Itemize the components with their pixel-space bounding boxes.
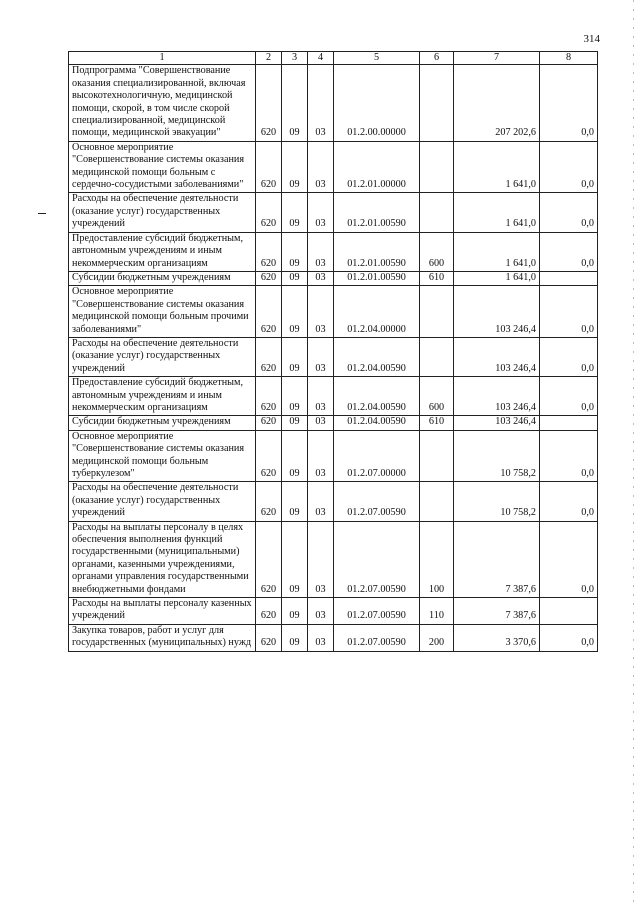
target-article-cell: 01.2.04.00590 [334, 416, 420, 430]
section-code-cell: 09 [282, 416, 308, 430]
row-name-cell: Предоставление субсидий бюджетным, автономным учреждениям и иным некоммерческим организациям [69, 377, 256, 416]
change-amount-cell: 0,0 [540, 232, 598, 271]
row-name-cell: Расходы на обеспечение деятельности (оказание услуг) государственных учреждений [69, 337, 256, 376]
column-header: 4 [308, 52, 334, 65]
amount-cell: 1 641,0 [454, 193, 540, 232]
column-header: 8 [540, 52, 598, 65]
section-code-cell: 09 [282, 430, 308, 482]
change-amount-cell: 0,0 [540, 377, 598, 416]
column-header: 6 [420, 52, 454, 65]
table-row [69, 624, 598, 651]
subsection-code-cell: 03 [308, 65, 334, 141]
amount-cell: 207 202,6 [454, 65, 540, 141]
change-amount-cell: 0,0 [540, 65, 598, 141]
scan-edge-marks [633, 0, 634, 905]
row-name-cell: Предоставление субсидий бюджетным, автономным учреждениям и иным некоммерческим организациям [69, 232, 256, 271]
table-row [69, 286, 598, 338]
header-row [69, 52, 598, 65]
page-number: 314 [583, 33, 600, 45]
row-name-cell: Основное мероприятие "Совершенствование системы оказания медицинской помощи больным с сердечно-сосудистыми заболеваниями" [69, 141, 256, 193]
admin-code-cell: 620 [256, 337, 282, 376]
budget-table [68, 51, 598, 652]
amount-cell: 103 246,4 [454, 377, 540, 416]
target-article-cell: 01.2.01.00590 [334, 271, 420, 285]
subsection-code-cell: 03 [308, 141, 334, 193]
change-amount-cell: 0,0 [540, 141, 598, 193]
subsection-code-cell: 03 [308, 430, 334, 482]
target-article-cell: 01.2.04.00590 [334, 377, 420, 416]
margin-dash [38, 213, 46, 214]
row-name-cell: Расходы на выплаты персоналу в целях обеспечения выполнения функций государственными (муниципальными) органами, казенными учреждениями, органами управления государственными внебюджетными фондами [69, 521, 256, 597]
admin-code-cell: 620 [256, 482, 282, 521]
row-name-cell: Расходы на выплаты персоналу казенных учреждений [69, 598, 256, 625]
section-code-cell: 09 [282, 377, 308, 416]
admin-code-cell: 620 [256, 193, 282, 232]
expense-type-cell: 100 [420, 521, 454, 597]
section-code-cell: 09 [282, 65, 308, 141]
subsection-code-cell: 03 [308, 337, 334, 376]
admin-code-cell: 620 [256, 232, 282, 271]
amount-cell: 103 246,4 [454, 337, 540, 376]
admin-code-cell: 620 [256, 624, 282, 651]
subsection-code-cell: 03 [308, 232, 334, 271]
change-amount-cell: 0,0 [540, 286, 598, 338]
subsection-code-cell: 03 [308, 377, 334, 416]
amount-cell: 1 641,0 [454, 271, 540, 285]
row-name-cell: Субсидии бюджетным учреждениям [69, 271, 256, 285]
column-header: 7 [454, 52, 540, 65]
target-article-cell: 01.2.07.00590 [334, 482, 420, 521]
admin-code-cell: 620 [256, 598, 282, 625]
expense-type-cell: 110 [420, 598, 454, 625]
subsection-code-cell: 03 [308, 598, 334, 625]
amount-cell: 103 246,4 [454, 286, 540, 338]
table-row [69, 598, 598, 625]
column-header: 3 [282, 52, 308, 65]
amount-cell: 3 370,6 [454, 624, 540, 651]
amount-cell: 7 387,6 [454, 521, 540, 597]
change-amount-cell: 0,0 [540, 430, 598, 482]
subsection-code-cell: 03 [308, 521, 334, 597]
subsection-code-cell: 03 [308, 193, 334, 232]
table-row [69, 430, 598, 482]
section-code-cell: 09 [282, 482, 308, 521]
admin-code-cell: 620 [256, 271, 282, 285]
section-code-cell: 09 [282, 521, 308, 597]
target-article-cell: 01.2.01.00590 [334, 232, 420, 271]
amount-cell: 1 641,0 [454, 232, 540, 271]
expense-type-cell [420, 482, 454, 521]
change-amount-cell: 0,0 [540, 521, 598, 597]
subsection-code-cell: 03 [308, 271, 334, 285]
target-article-cell: 01.2.04.00590 [334, 337, 420, 376]
target-article-cell: 01.2.00.00000 [334, 65, 420, 141]
change-amount-cell [540, 416, 598, 430]
change-amount-cell: 0,0 [540, 482, 598, 521]
change-amount-cell: 0,0 [540, 337, 598, 376]
expense-type-cell [420, 286, 454, 338]
row-name-cell: Расходы на обеспечение деятельности (оказание услуг) государственных учреждений [69, 482, 256, 521]
table-row [69, 193, 598, 232]
change-amount-cell: 0,0 [540, 624, 598, 651]
expense-type-cell [420, 430, 454, 482]
section-code-cell: 09 [282, 598, 308, 625]
subsection-code-cell: 03 [308, 482, 334, 521]
section-code-cell: 09 [282, 337, 308, 376]
subsection-code-cell: 03 [308, 286, 334, 338]
row-name-cell: Подпрограмма "Совершенствование оказания специализированной, включая высокотехнологичную, медицинской помощи, скорой, в том числе скорой специализированной, медицинской помощи, медицинской эвакуации" [69, 65, 256, 141]
target-article-cell: 01.2.07.00590 [334, 521, 420, 597]
expense-type-cell: 600 [420, 232, 454, 271]
table-row [69, 141, 598, 193]
table-row [69, 271, 598, 285]
change-amount-cell [540, 271, 598, 285]
amount-cell: 1 641,0 [454, 141, 540, 193]
section-code-cell: 09 [282, 271, 308, 285]
target-article-cell: 01.2.01.00590 [334, 193, 420, 232]
section-code-cell: 09 [282, 286, 308, 338]
section-code-cell: 09 [282, 141, 308, 193]
target-article-cell: 01.2.01.00000 [334, 141, 420, 193]
admin-code-cell: 620 [256, 377, 282, 416]
admin-code-cell: 620 [256, 430, 282, 482]
admin-code-cell: 620 [256, 141, 282, 193]
subsection-code-cell: 03 [308, 416, 334, 430]
change-amount-cell [540, 598, 598, 625]
expense-type-cell: 610 [420, 271, 454, 285]
section-code-cell: 09 [282, 232, 308, 271]
target-article-cell: 01.2.07.00000 [334, 430, 420, 482]
amount-cell: 10 758,2 [454, 430, 540, 482]
table-row [69, 65, 598, 141]
column-header: 2 [256, 52, 282, 65]
expense-type-cell: 600 [420, 377, 454, 416]
column-header: 1 [69, 52, 256, 65]
row-name-cell: Основное мероприятие "Совершенствование системы оказания медицинской помощи больным прочими заболеваниями" [69, 286, 256, 338]
amount-cell: 10 758,2 [454, 482, 540, 521]
expense-type-cell [420, 337, 454, 376]
expense-type-cell [420, 141, 454, 193]
expense-type-cell: 610 [420, 416, 454, 430]
expense-type-cell [420, 65, 454, 141]
expense-type-cell: 200 [420, 624, 454, 651]
table-row [69, 416, 598, 430]
expense-type-cell [420, 193, 454, 232]
target-article-cell: 01.2.04.00000 [334, 286, 420, 338]
column-header: 5 [334, 52, 420, 65]
row-name-cell: Субсидии бюджетным учреждениям [69, 416, 256, 430]
subsection-code-cell: 03 [308, 624, 334, 651]
table-row [69, 521, 598, 597]
change-amount-cell: 0,0 [540, 193, 598, 232]
amount-cell: 103 246,4 [454, 416, 540, 430]
row-name-cell: Расходы на обеспечение деятельности (оказание услуг) государственных учреждений [69, 193, 256, 232]
table-row [69, 232, 598, 271]
table-row [69, 482, 598, 521]
table-row [69, 337, 598, 376]
table-row [69, 377, 598, 416]
target-article-cell: 01.2.07.00590 [334, 598, 420, 625]
amount-cell: 7 387,6 [454, 598, 540, 625]
row-name-cell: Закупка товаров, работ и услуг для государственных (муниципальных) нужд [69, 624, 256, 651]
admin-code-cell: 620 [256, 416, 282, 430]
admin-code-cell: 620 [256, 65, 282, 141]
target-article-cell: 01.2.07.00590 [334, 624, 420, 651]
admin-code-cell: 620 [256, 286, 282, 338]
admin-code-cell: 620 [256, 521, 282, 597]
row-name-cell: Основное мероприятие "Совершенствование системы оказания медицинской помощи больным туберкулезом" [69, 430, 256, 482]
section-code-cell: 09 [282, 624, 308, 651]
section-code-cell: 09 [282, 193, 308, 232]
